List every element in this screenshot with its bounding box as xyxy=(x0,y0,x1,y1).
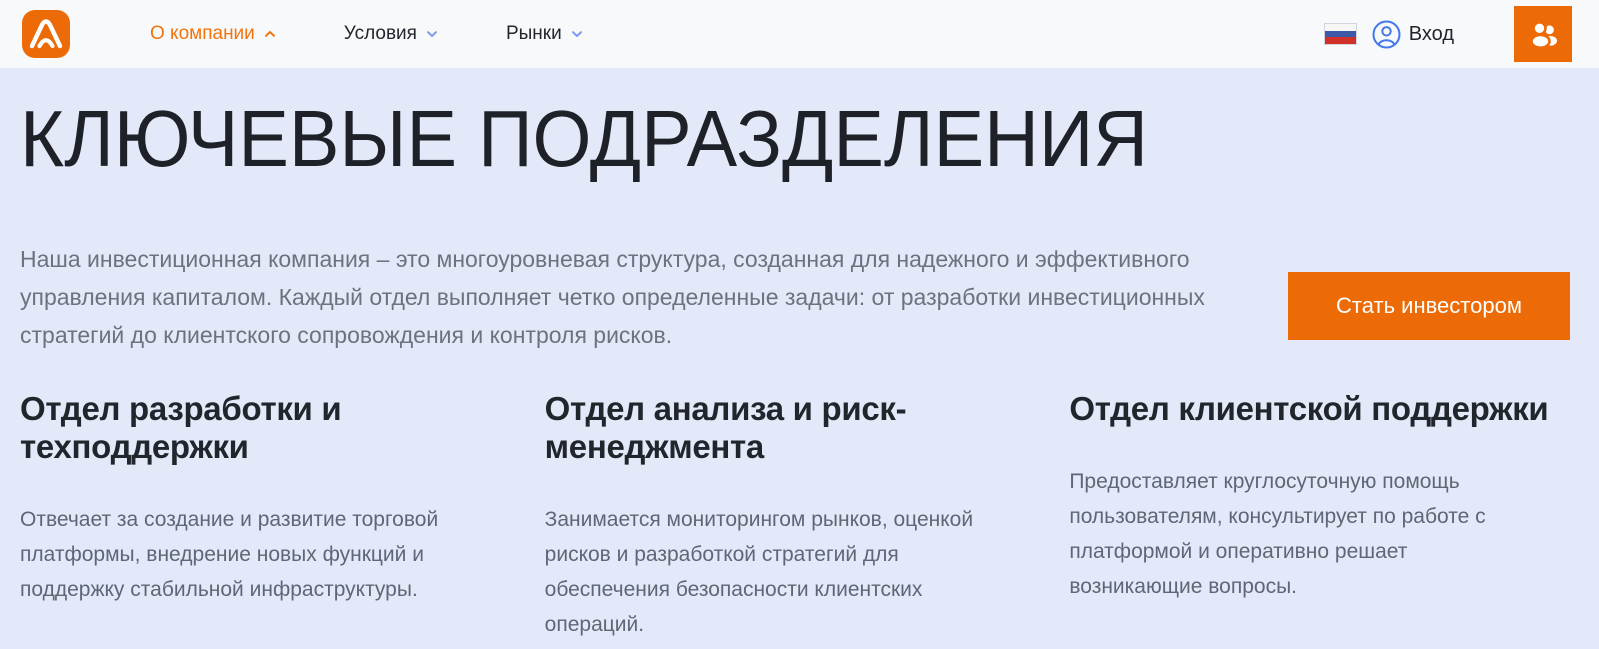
department-card-risk xyxy=(545,390,1026,642)
flag-stripe-blue xyxy=(1325,31,1356,38)
top-nav xyxy=(0,0,1599,68)
department-description: Предоставляет круглосуточную помощь пользователям, консультирует по работе с платформой и оперативно решает возникающие вопросы. xyxy=(1069,470,1486,598)
nav-item-label: Условия xyxy=(343,23,417,44)
nav-right-cluster xyxy=(1324,6,1572,62)
nav-item-about[interactable] xyxy=(150,23,276,45)
page-title xyxy=(20,96,1148,182)
flag-stripe-red xyxy=(1325,37,1356,44)
department-title: Отдел клиентской поддержки xyxy=(1069,390,1549,427)
nav-item-label: О компании xyxy=(150,23,255,44)
flag-stripe-white xyxy=(1325,24,1356,31)
account-users-button[interactable] xyxy=(1514,6,1572,62)
users-icon xyxy=(1527,19,1559,49)
nav-item-label: Рынки xyxy=(505,23,562,44)
department-title: Отдел разработки и техподдержки xyxy=(20,390,342,465)
department-description: Отвечает за создание и развитие торговой платформы, внедрение новых функций и поддержку стабильной инфраструктуры. xyxy=(20,508,439,601)
user-circle-icon xyxy=(1372,20,1401,49)
chevron-down-icon xyxy=(571,30,583,38)
departments-row xyxy=(0,390,1599,642)
arch-logo-icon xyxy=(29,19,63,49)
nav-item-terms[interactable] xyxy=(344,23,438,45)
main-menu xyxy=(150,23,583,45)
department-card-support xyxy=(1069,390,1550,642)
intro-paragraph: Наша инвестиционная компания – это многоуровневая структура, созданная для надежного и эффективного управления капиталом. Каждый отдел выполняет четко определенные задачи: от разработки инвестиционных стратегий до клиентского сопровождения и контроля рисков. xyxy=(20,246,1205,348)
login-label: Вход xyxy=(1408,22,1454,45)
nav-item-markets[interactable] xyxy=(506,23,583,45)
svg-text:КЛЮЧЕВЫЕ ПОДРАЗДЕЛЕНИЯ: КЛЮЧЕВЫЕ ПОДРАЗДЕЛЕНИЯ xyxy=(20,96,1148,182)
department-title: Отдел анализа и риск-менеджмента xyxy=(544,390,907,465)
hero-section xyxy=(0,96,1599,642)
russia-flag-icon[interactable] xyxy=(1324,23,1357,45)
become-investor-button[interactable]: Стать инвестором xyxy=(1288,272,1570,340)
login-button[interactable] xyxy=(1372,20,1454,49)
company-logo[interactable] xyxy=(22,10,70,58)
department-description: Занимается мониторингом рынков, оценкой рисков и разработкой стратегий для обеспечения безопасности клиентских операций. xyxy=(544,508,974,636)
department-card-development xyxy=(20,390,501,642)
chevron-down-icon xyxy=(426,30,438,38)
chevron-up-icon xyxy=(264,30,276,38)
intro-row xyxy=(0,240,1599,354)
